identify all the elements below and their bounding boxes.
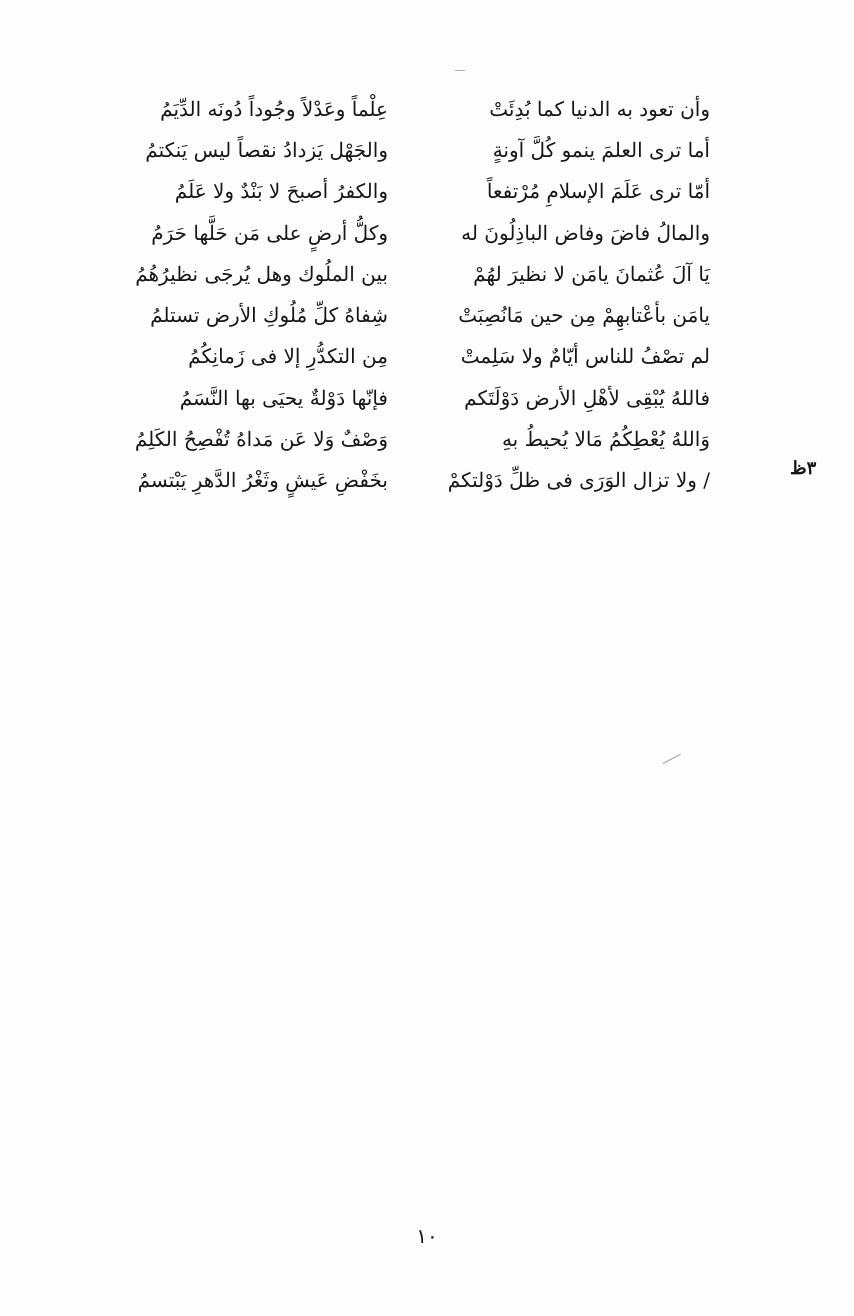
verse-line	[120, 88, 710, 129]
verse-first-hemistich: لم تصْفُ للناس أيّامٌ ولا سَلِمتْ	[460, 344, 710, 369]
verse-first-hemistich: يَا آلَ عُثمانَ يامَن لا نظيرَ لهُمْ	[473, 261, 710, 286]
verse-second-hemistich: والكفرُ أصبحَ لا بَنْدٌ ولا عَلَمُ	[174, 179, 388, 204]
verse-first-hemistich: وأن تعود به الدنيا كما بُدِئَتْ	[489, 96, 710, 121]
verse-first-hemistich: أمّا ترى عَلَمَ الإسلامِ مُرْتفعاً	[486, 179, 710, 204]
verse-first-hemistich: والمالُ فاضَ وفاض الباذِلُونَ له	[461, 220, 710, 245]
scan-mark	[663, 754, 681, 764]
verse-line	[120, 418, 710, 459]
verse-line	[120, 460, 710, 501]
verse-first-hemistich: يامَن بأعْتابهِمْ مِن حين مَانُصِبَتْ	[458, 303, 710, 328]
verse-second-hemistich: بين الملُوك وهل يُرجَى نظيرُهُمُ	[135, 261, 388, 286]
verse-line	[120, 377, 710, 418]
poem-block	[120, 88, 710, 501]
verse-first-hemistich: وَاللهُ يُعْطِكُمُ مَالا يُحيطُ بهِ	[501, 427, 710, 452]
verse-second-hemistich: بخَفْضِ عَيشٍ وثَغْرُ الدَّهرِ يَبْتسمُ	[137, 468, 388, 493]
verse-second-hemistich: عِلْماً وعَدْلاً وجُوداً دُونَه الدِّيَمُ	[160, 96, 388, 121]
verse-second-hemistich: شِفاهُ كلِّ مُلُوكِ الأرض تستلمُ	[150, 303, 388, 328]
verse-first-hemistich: فاللهُ يُبْقِى لأهْلِ الأرض دَوْلَتَكم	[464, 385, 710, 410]
verse-first-hemistich: / ولا تزال الوَرَى فى ظلِّ دَوْلتكمْ	[447, 468, 710, 493]
verse-line	[120, 253, 710, 294]
verse-line	[120, 336, 710, 377]
verse-first-hemistich: أما ترى العلمَ ينمو كُلَّ آونةٍ	[492, 137, 710, 162]
verse-line	[120, 212, 710, 253]
verse-second-hemistich: مِن التكدُّرِ إلا فى زَمانِكُمُ	[188, 344, 388, 369]
verse-line	[120, 129, 710, 170]
page-number: ١٠	[416, 1224, 438, 1248]
verse-second-hemistich: وكلُّ أرضٍ على مَن حَلَّها حَرَمُ	[151, 220, 388, 245]
verse-line	[120, 171, 710, 212]
verse-line	[120, 294, 710, 335]
verse-second-hemistich: وَصْفٌ وَلا عَن مَداهُ تُفْصِحُ الكَلِمُ	[134, 427, 388, 452]
margin-folio-note: ٣ظ	[790, 458, 817, 479]
top-speck	[455, 70, 465, 71]
verse-second-hemistich: فإنّها دَوْلةٌ يحيَى بها النَّسَمُ	[179, 385, 388, 410]
verse-second-hemistich: والجَهْل يَزدادُ نقصاً ليس يَنكتمُ	[145, 137, 388, 162]
